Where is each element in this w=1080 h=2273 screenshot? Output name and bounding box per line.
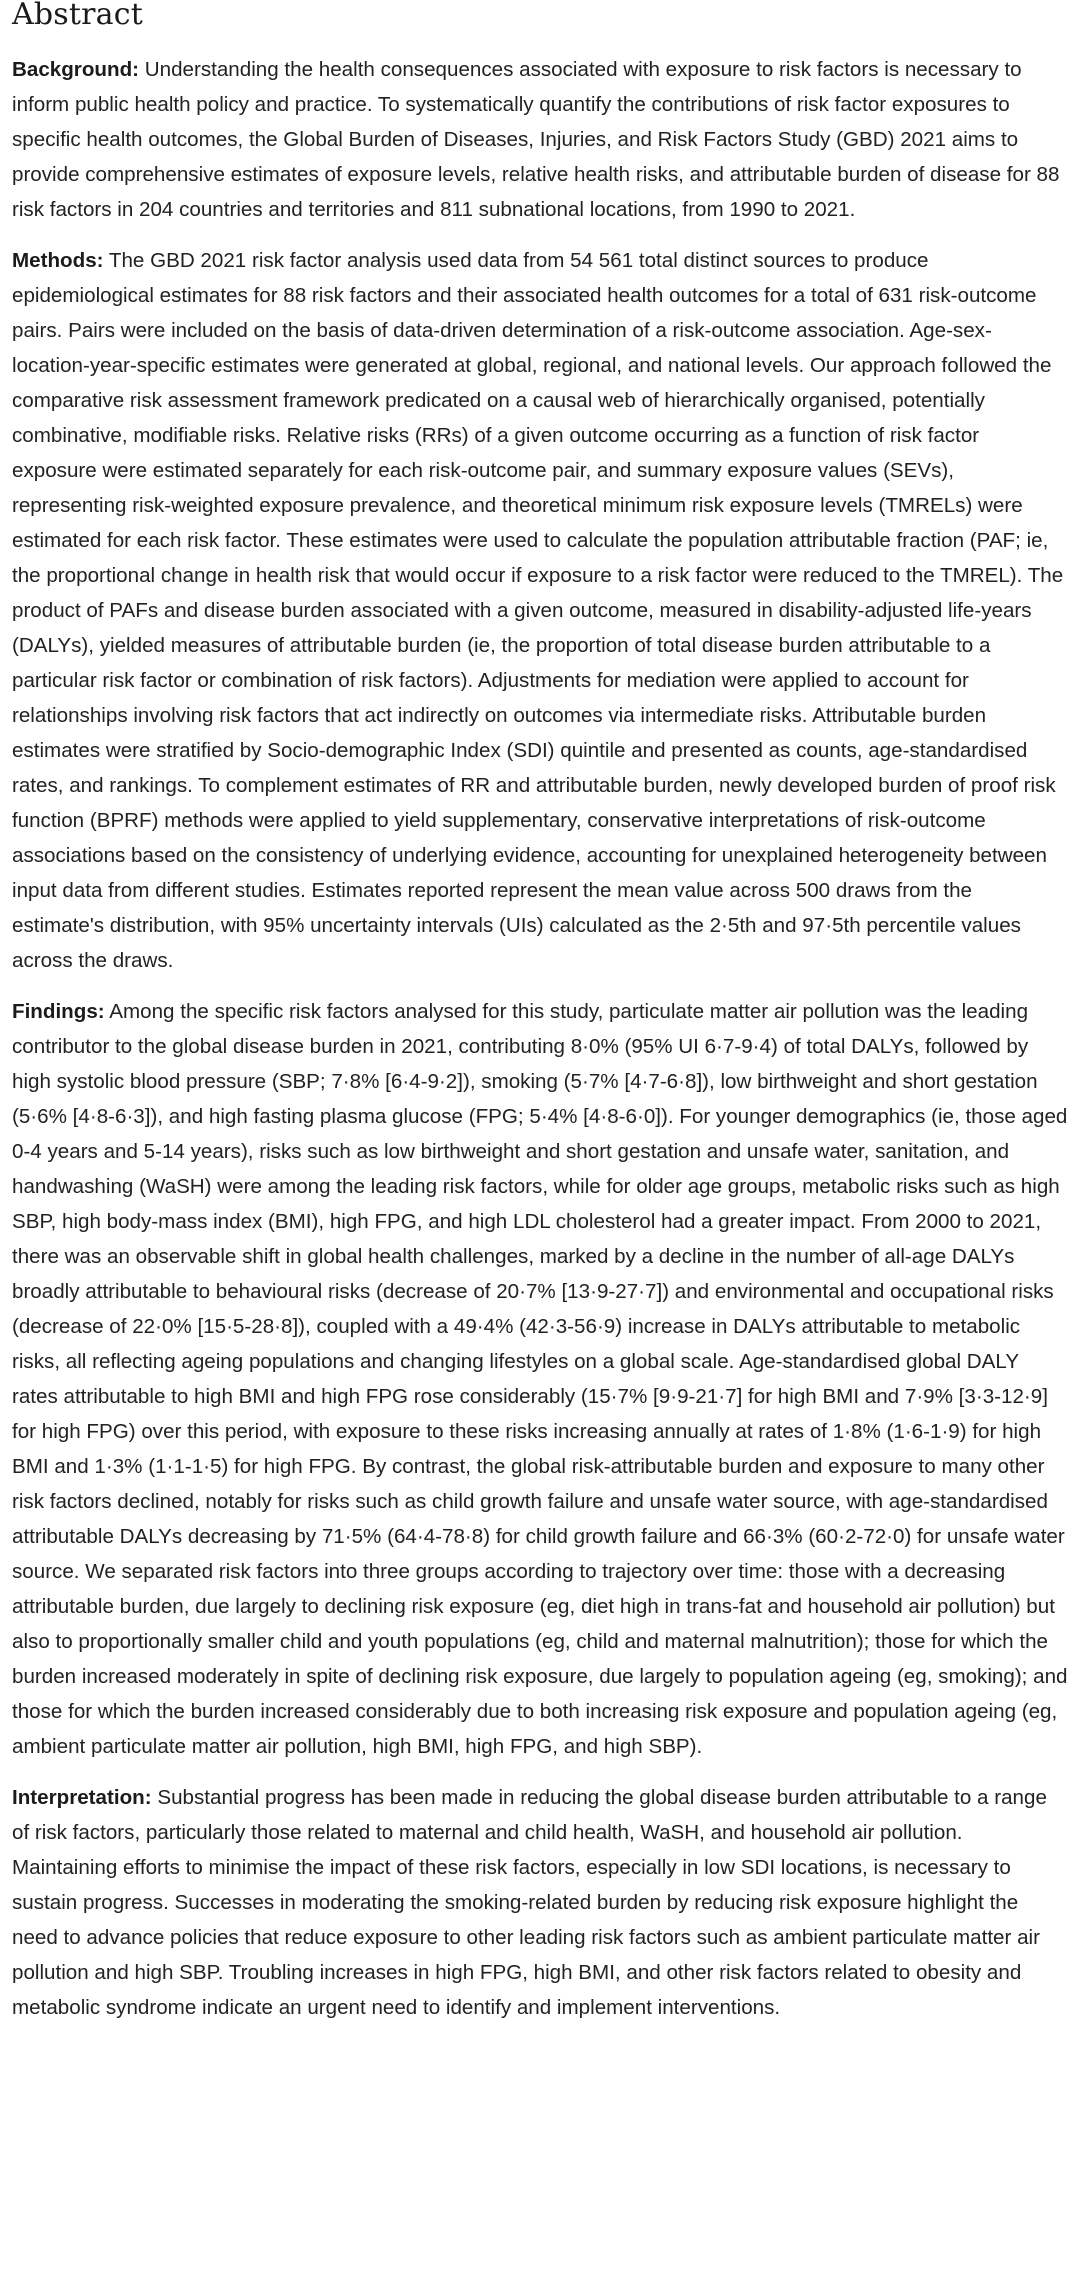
- findings-label: Findings:: [12, 1000, 105, 1023]
- methods-text: The GBD 2021 risk factor analysis used data from 54 561 total distinct sources to produce epidemiological estimates for 88 risk factors and their associated health outcomes for a total of 631 risk-outcome pairs. Pairs were included on the basis of data-driven determination of a risk-outcome association. Age-sex-location-year-specific estimates were generated at global, regional, and national levels. Our approach followed the comparative risk assessment framework predicated on a causal web of hierarchically organised, potentially combinative, modifiable risks. Relative risks (RRs) of a given outcome occurring as a function of risk factor exposure were estimated separately for each risk-outcome pair, and summary exposure values (SEVs), representing risk-weighted exposure prevalence, and theoretical minimum risk exposure levels (TMRELs) were estimated for each risk factor. These estimates were used to calculate the population attributable fraction (PAF; ie, the proportional change in health risk that would occur if exposure to a risk factor were reduced to the TMREL). The product of PAFs and disease burden associated with a given outcome, measured in disability-adjusted life-years (DALYs), yielded measures of attributable burden (ie, the proportion of total disease burden attributable to a particular risk factor or combination of risk factors). Adjustments for mediation were applied to account for relationships involving risk factors that act indirectly on outcomes via intermediate risks. Attributable burden estimates were stratified by Socio-demographic Index (SDI) quintile and presented as counts, age-standardised rates, and rankings. To complement estimates of RR and attributable burden, newly developed burden of proof risk function (BPRF) methods were applied to yield supplementary, conservative interpretations of risk-outcome associations based on the consistency of underlying evidence, accounting for unexplained heterogeneity between input data from different studies. Estimates reported represent the mean value across 500 draws from the estimate's distribution, with 95% uncertainty intervals (UIs) calculated as the 2·5th and 97·5th percentile values across the draws.: [12, 249, 1064, 972]
- interpretation-text: Substantial progress has been made in reducing the global disease burden attributable to a range of risk factors, particularly those related to maternal and child health, WaSH, and household air pollution. Maintaining efforts to minimise the impact of these risk factors, especially in low SDI locations, is necessary to sustain progress. Successes in moderating the smoking-related burden by reducing risk exposure highlight the need to advance policies that reduce exposure to other leading risk factors such as ambient particulate matter air pollution and high SBP. Troubling increases in high FPG, high BMI, and other risk factors related to obesity and metabolic syndrome indicate an urgent need to identify and implement interventions.: [12, 1786, 1047, 2019]
- background-paragraph: [12, 52, 1068, 227]
- interpretation-paragraph: [12, 1780, 1068, 2025]
- interpretation-label: Interpretation:: [12, 1786, 152, 1809]
- abstract-heading: Abstract: [12, 0, 144, 32]
- methods-paragraph: [12, 243, 1068, 978]
- findings-text: Among the specific risk factors analysed for this study, particulate matter air pollution was the leading contributor to the global disease burden in 2021, contributing 8·0% (95% UI 6·7-9·4) of total DALYs, followed by high systolic blood pressure (SBP; 7·8% [6·4-9·2]), smoking (5·7% [4·7-6·8]), low birthweight and short gestation (5·6% [4·8-6·3]), and high fasting plasma glucose (FPG; 5·4% [4·8-6·0]). For younger demographics (ie, those aged 0-4 years and 5-14 years), risks such as low birthweight and short gestation and unsafe water, sanitation, and handwashing (WaSH) were among the leading risk factors, while for older age groups, metabolic risks such as high SBP, high body-mass index (BMI), high FPG, and high LDL cholesterol had a greater impact. From 2000 to 2021, there was an observable shift in global health challenges, marked by a decline in the number of all-age DALYs broadly attributable to behavioural risks (decrease of 20·7% [13·9-27·7]) and environmental and occupational risks (decrease of 22·0% [15·5-28·8]), coupled with a 49·4% (42·3-56·9) increase in DALYs attributable to metabolic risks, all reflecting ageing populations and changing lifestyles on a global scale. Age-standardised global DALY rates attributable to high BMI and high FPG rose considerably (15·7% [9·9-21·7] for high BMI and 7·9% [3·3-12·9] for high FPG) over this period, with exposure to these risks increasing annually at rates of 1·8% (1·6-1·9) for high BMI and 1·3% (1·1-1·5) for high FPG. By contrast, the global risk-attributable burden and exposure to many other risk factors declined, notably for risks such as child growth failure and unsafe water source, with age-standardised attributable DALYs decreasing by 71·5% (64·4-78·8) for child growth failure and 66·3% (60·2-72·0) for unsafe water source. We separated risk factors into three groups according to trajectory over time: those with a decreasing attributable burden, due largely to declining risk exposure (eg, diet high in trans-fat and household air pollution) but also to proportionally smaller child and youth populations (eg, child and maternal malnutrition); those for which the burden increased moderately in spite of declining risk exposure, due largely to population ageing (eg, smoking); and those for which the burden increased considerably due to both increasing risk exposure and population ageing (eg, ambient particulate matter air pollution, high BMI, high FPG, and high SBP).: [12, 1000, 1068, 1758]
- background-text: Understanding the health consequences associated with exposure to risk factors is necessary to inform public health policy and practice. To systematically quantify the contributions of risk factor exposures to specific health outcomes, the Global Burden of Diseases, Injuries, and Risk Factors Study (GBD) 2021 aims to provide comprehensive estimates of exposure levels, relative health risks, and attributable burden of disease for 88 risk factors in 204 countries and territories and 811 subnational locations, from 1990 to 2021.: [12, 58, 1060, 221]
- findings-paragraph: [12, 994, 1068, 1764]
- background-label: Background:: [12, 58, 140, 81]
- methods-label: Methods:: [12, 249, 104, 272]
